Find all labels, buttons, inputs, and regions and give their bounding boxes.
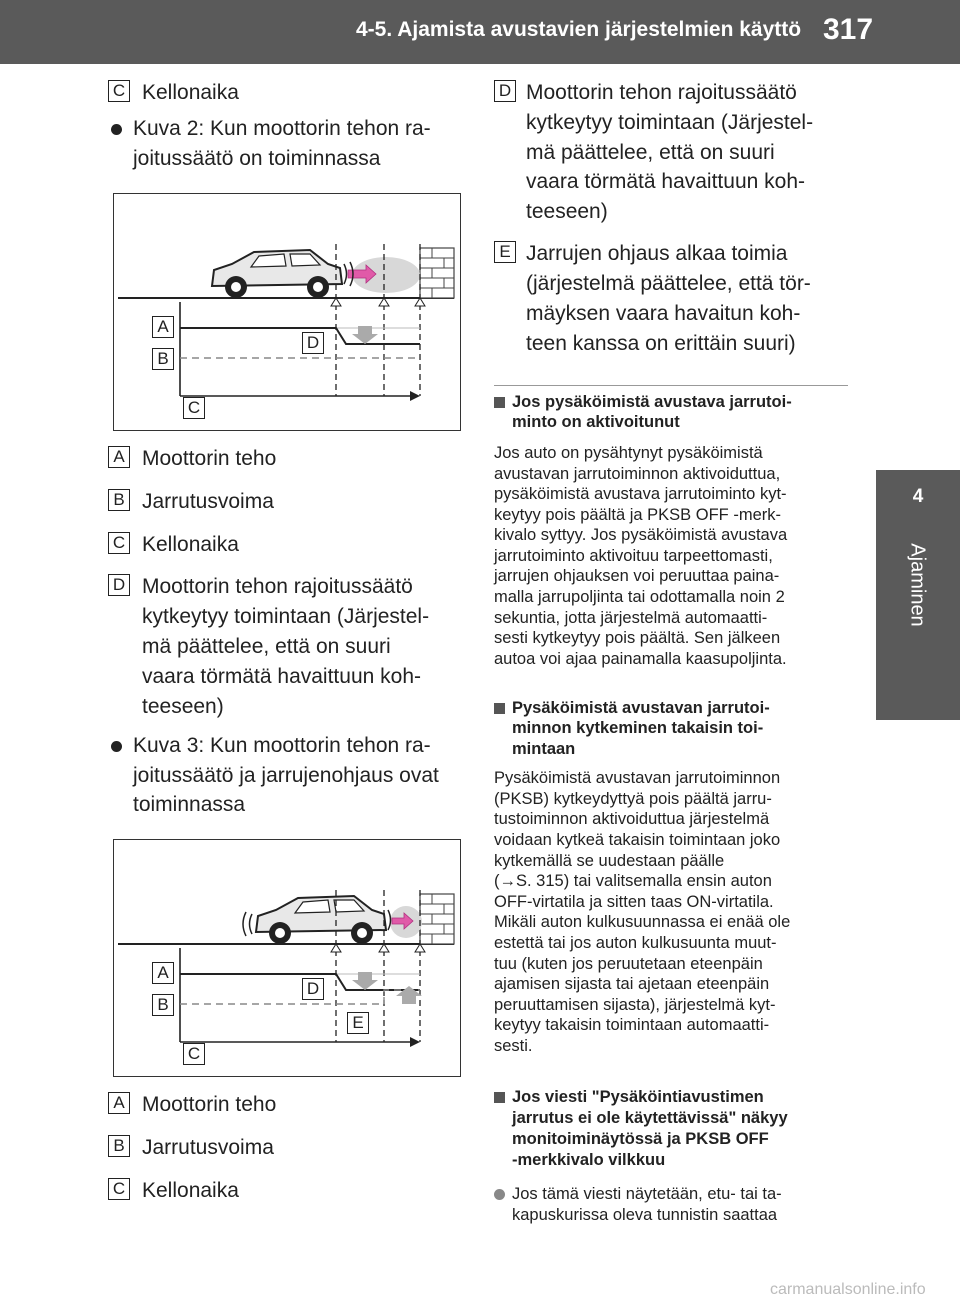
square-bullet-icon	[494, 1092, 505, 1103]
legend-text: teeseen)	[526, 200, 608, 223]
body-line: estettä tai jos auton kulkusuunta muut-	[494, 934, 777, 952]
body-line: ajamisen sijasta tai ajetaan eteenpäin	[494, 975, 770, 993]
section-heading: Jos pysäköimistä avustava jarrutoi-	[512, 393, 792, 411]
car-icon	[212, 250, 353, 298]
page-number: 317	[823, 13, 874, 46]
body-line: sesti.	[494, 1037, 533, 1055]
diagram-label-a: A	[152, 962, 174, 984]
section-heading: Pysäköimistä avustavan jarrutoi-	[512, 699, 770, 717]
legend-text: Kellonaika	[142, 533, 239, 556]
label-box-d: D	[494, 80, 516, 102]
legend-text: vaara törmätä havaittuun koh-	[526, 170, 805, 193]
section-heading: jarrutus ei ole käytettävissä" näkyy	[512, 1109, 788, 1127]
diagram-label-a: A	[152, 316, 174, 338]
body-line: malla jarrupoljinta tai odottamalla noin 2	[494, 588, 785, 606]
body-line: jarrujen ohjauksen voi peruuttaa paina-	[494, 567, 780, 585]
body-line: (PKSB) kytkeydyttyä pois päältä jarru-	[494, 790, 772, 808]
figure-2-drawing	[114, 840, 460, 1076]
legend-text: kytkeytyy toimintaan (Järjestel-	[142, 605, 430, 628]
square-bullet-icon	[494, 397, 505, 408]
wall-icon	[420, 894, 454, 944]
body-line: tustoiminnon aktivoiduttua järjestelmä	[494, 810, 770, 828]
chapter-tab[interactable]	[876, 470, 960, 720]
bullet-icon	[111, 124, 122, 135]
legend-text: Kellonaika	[142, 1179, 239, 1202]
body-line: pysäköimistä avustava jarrutoiminto kyt-	[494, 485, 787, 503]
figure-2	[113, 839, 461, 1077]
section-heading: -merkkivalo vilkkuu	[512, 1151, 666, 1169]
label-box-a: A	[108, 446, 130, 468]
legend-text: Moottorin tehon rajoitussäätö	[142, 575, 413, 598]
bullet-icon	[111, 741, 122, 752]
body-line: kivalo syttyy. Jos pysäköimistä avustava	[494, 526, 788, 544]
bullet-text-line: toiminnassa	[133, 793, 246, 816]
legend-text: Moottorin teho	[142, 1093, 277, 1116]
section-heading: minnon kytkeminen takaisin toi-	[512, 719, 764, 737]
legend-text: mäyksen vaara havaitun koh-	[526, 302, 801, 325]
legend-text: kytkeytyy toimintaan (Järjestel-	[526, 111, 814, 134]
label-box-a: A	[108, 1092, 130, 1114]
body-line: jarrutoiminto aktivoituu tarpeettomasti,	[494, 547, 773, 565]
section-title: 4-5. Ajamista avustavien järjestelmien käyttö	[356, 18, 802, 41]
bullet-text-line: Kuva 2: Kun moottorin tehon ra-	[133, 117, 431, 140]
legend-text: (järjestelmä päättelee, että tör-	[526, 272, 811, 295]
body-line: keytyy takaisin toimintaan automaatti-	[494, 1016, 770, 1034]
diagram-label-b: B	[152, 348, 174, 370]
legend-text: Moottorin tehon rajoitussäätö	[526, 81, 797, 104]
legend-text: vaara törmätä havaittuun koh-	[142, 665, 421, 688]
square-bullet-icon	[494, 703, 505, 714]
legend-text: Jarrutusvoima	[142, 1136, 274, 1159]
bullet-text-line: joitussäätö on toiminnassa	[133, 147, 381, 170]
body-line: voidaan kytkeä takaisin toimintaan joko	[494, 831, 781, 849]
bullet-text-line: joitussäätö ja jarrujenohjaus ovat	[133, 764, 439, 787]
watermark: carmanualsonline.info	[770, 1281, 926, 1298]
label-box-d: D	[108, 574, 130, 596]
diagram-label-d: D	[302, 332, 324, 354]
bullet-icon	[494, 1189, 505, 1200]
body-line: peruuttamisen sijasta), järjestelmä kyt-	[494, 996, 776, 1014]
body-line: (→S. 315) tai valitsemalla ensin auton	[494, 872, 772, 890]
body-line: kapuskurissa oleva tunnistin saattaa	[512, 1206, 778, 1224]
label-box-c: C	[108, 532, 130, 554]
label-box-e: E	[494, 241, 516, 263]
figure-1-drawing	[114, 194, 460, 430]
section-heading: minto on aktivoitunut	[512, 413, 680, 431]
bullet-text-line: Kuva 3: Kun moottorin tehon ra-	[133, 734, 431, 757]
body-line: Mikäli auton kulkusuunnassa ei enää ole	[494, 913, 791, 931]
body-line: keytyy pois päältä ja PKSB OFF -merk-	[494, 506, 782, 524]
legend-text: teeseen)	[142, 695, 224, 718]
body-line: OFF-virtatila ja sitten taas ON-virtatila.	[494, 893, 774, 911]
label-box-c: C	[108, 1178, 130, 1200]
section-heading: Jos viesti "Pysäköintiavustimen	[512, 1088, 764, 1106]
body-line: sesti kytkeytyy pois päältä. Sen jälkeen	[494, 629, 781, 647]
label-box-c: C	[108, 80, 130, 102]
chapter-number: 4	[912, 486, 924, 507]
body-line: autoa voi ajaa painamalla kaasupoljinta.	[494, 650, 787, 668]
section-heading: mintaan	[512, 740, 576, 758]
body-line: tuu (kuten jos peruutetaan eteenpäin	[494, 955, 763, 973]
chapter-label: Ajaminen	[906, 543, 929, 627]
car-icon	[243, 896, 391, 944]
label-box-b: B	[108, 489, 130, 511]
legend-text: mä päättelee, että on suuri	[142, 635, 391, 658]
wall-icon	[420, 248, 454, 298]
diagram-label-b: B	[152, 994, 174, 1016]
diagram-label-c: C	[183, 1043, 205, 1065]
diagram-label-d: D	[302, 978, 324, 1000]
diagram-label-e: E	[347, 1012, 369, 1034]
legend-text: Jarrutusvoima	[142, 490, 274, 513]
body-line: avustavan jarrutoiminnon aktivoiduttua,	[494, 465, 781, 483]
section-heading: monitoiminäytössä ja PKSB OFF	[512, 1130, 769, 1148]
legend-text: Jarrujen ohjaus alkaa toimia	[526, 242, 788, 265]
body-line: sekuntia, jotta järjestelmä automaatti-	[494, 609, 768, 627]
figure-1	[113, 193, 461, 431]
section-divider	[494, 385, 848, 386]
legend-text: mä päättelee, että on suuri	[526, 141, 775, 164]
label-box-b: B	[108, 1135, 130, 1157]
legend-text: Moottorin teho	[142, 447, 277, 470]
body-line: Jos auto on pysähtynyt pysäköimistä	[494, 444, 763, 462]
legend-text: teen kanssa on erittäin suuri)	[526, 332, 796, 355]
body-line: Pysäköimistä avustavan jarrutoiminnon	[494, 769, 781, 787]
body-line: kytkemällä se uudestaan päälle	[494, 852, 725, 870]
legend-text: Kellonaika	[142, 81, 239, 104]
body-line: Jos tämä viesti näytetään, etu- tai ta-	[512, 1185, 782, 1203]
diagram-label-c: C	[183, 397, 205, 419]
